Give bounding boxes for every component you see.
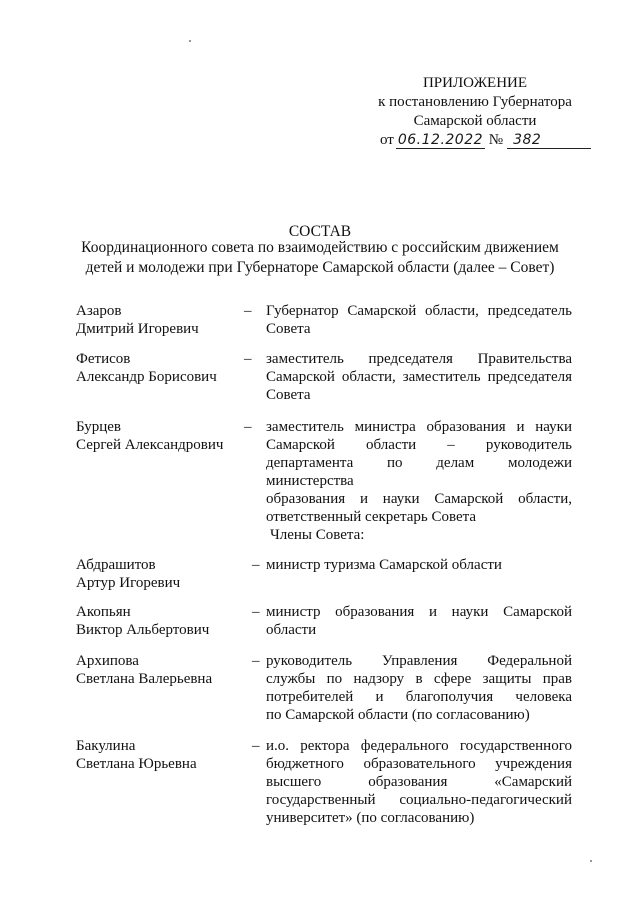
member-position bbox=[266, 302, 572, 338]
member-name bbox=[76, 350, 246, 386]
number-prefix: № bbox=[488, 132, 504, 148]
position-line: Губернатор Самарской области, председатель bbox=[266, 303, 572, 319]
dash-separator: – bbox=[244, 351, 252, 367]
position-line: и.о. ректора федерального государственного bbox=[266, 738, 572, 754]
members-heading: Члены Совета: bbox=[270, 527, 365, 543]
member-surname: Азаров bbox=[76, 303, 122, 319]
member-given-name: Сергей Александрович bbox=[76, 437, 224, 453]
document-title: СОСТАВ bbox=[288, 223, 352, 240]
member-position bbox=[266, 652, 572, 724]
member-position bbox=[266, 418, 572, 526]
position-line: ответственный секретарь Совета bbox=[266, 509, 477, 525]
position-line: заместитель председателя Правительства bbox=[266, 351, 572, 367]
member-surname: Бакулина bbox=[76, 738, 136, 754]
position-line: высшего образования «Самарский bbox=[266, 774, 572, 790]
date-prefix: от bbox=[380, 132, 394, 148]
position-line: Самарской области, заместитель председателя bbox=[266, 369, 572, 385]
member-given-name: Виктор Альбертович bbox=[76, 622, 210, 638]
position-line: Совета bbox=[266, 321, 311, 337]
member-surname: Фетисов bbox=[76, 351, 131, 367]
member-given-name: Светлана Валерьевна bbox=[76, 671, 213, 687]
position-line: государственный социально-педагогический bbox=[266, 792, 572, 808]
position-line: бюджетного образовательного учреждения bbox=[266, 756, 572, 772]
annex-line-1: к постановлению Губернатора bbox=[378, 94, 572, 110]
member-surname: Акопьян bbox=[76, 604, 131, 620]
member-name bbox=[76, 302, 246, 338]
annex-block bbox=[360, 74, 590, 131]
member-position bbox=[266, 603, 572, 639]
annex-date-line bbox=[380, 132, 591, 149]
member-name bbox=[76, 556, 246, 592]
scan-speck bbox=[189, 40, 191, 42]
member-name bbox=[76, 652, 246, 688]
position-line: министр туризма Самарской области bbox=[266, 557, 502, 573]
member-given-name: Артур Игоревич bbox=[76, 575, 181, 591]
member-name bbox=[76, 737, 246, 773]
member-name bbox=[76, 603, 246, 639]
dash-separator: – bbox=[252, 653, 260, 669]
position-line: службы по надзору в сфере защиты прав bbox=[266, 671, 572, 687]
dash-separator: – bbox=[244, 303, 252, 319]
position-line: образования и науки Самарской области, bbox=[266, 491, 572, 507]
handwritten-number: 382 bbox=[507, 132, 591, 149]
position-line: министр образования и науки Самарской bbox=[266, 604, 572, 620]
subtitle-line-1: Координационного совета по взаимодействию с российским движением bbox=[81, 239, 559, 256]
position-line: заместитель министра образования и науки bbox=[266, 419, 572, 435]
member-given-name: Светлана Юрьевна bbox=[76, 756, 197, 772]
position-line: Совета bbox=[266, 387, 311, 403]
member-given-name: Александр Борисович bbox=[76, 369, 217, 385]
scan-speck bbox=[590, 860, 592, 862]
document-subtitle bbox=[70, 238, 570, 278]
position-line: Самарской области – руководитель bbox=[266, 437, 572, 453]
position-line: по Самарской области (по согласованию) bbox=[266, 707, 530, 723]
position-line: руководитель Управления Федеральной bbox=[266, 653, 572, 669]
annex-line-2: Самарской области bbox=[413, 113, 537, 129]
annex-title: ПРИЛОЖЕНИЕ bbox=[422, 75, 528, 91]
member-given-name: Дмитрий Игоревич bbox=[76, 321, 199, 337]
member-surname: Архипова bbox=[76, 653, 139, 669]
dash-separator: – bbox=[244, 419, 252, 435]
position-line: области bbox=[266, 622, 317, 638]
position-line: департамента по делам молодежи министерства bbox=[266, 455, 572, 489]
position-line: потребителей и благополучия человека bbox=[266, 689, 572, 705]
handwritten-date: 06.12.2022 bbox=[397, 132, 484, 148]
subtitle-line-2: детей и молодежи при Губернаторе Самарской области (далее – Совет) bbox=[85, 259, 555, 276]
member-position bbox=[266, 737, 572, 827]
member-name bbox=[76, 418, 246, 454]
member-surname: Абдрашитов bbox=[76, 557, 156, 573]
member-position bbox=[266, 556, 572, 574]
dash-separator: – bbox=[252, 738, 260, 754]
dash-separator: – bbox=[252, 604, 260, 620]
dash-separator: – bbox=[252, 557, 260, 573]
member-surname: Бурцев bbox=[76, 419, 122, 435]
position-line: университет» (по согласованию) bbox=[266, 810, 475, 826]
member-position bbox=[266, 350, 572, 404]
